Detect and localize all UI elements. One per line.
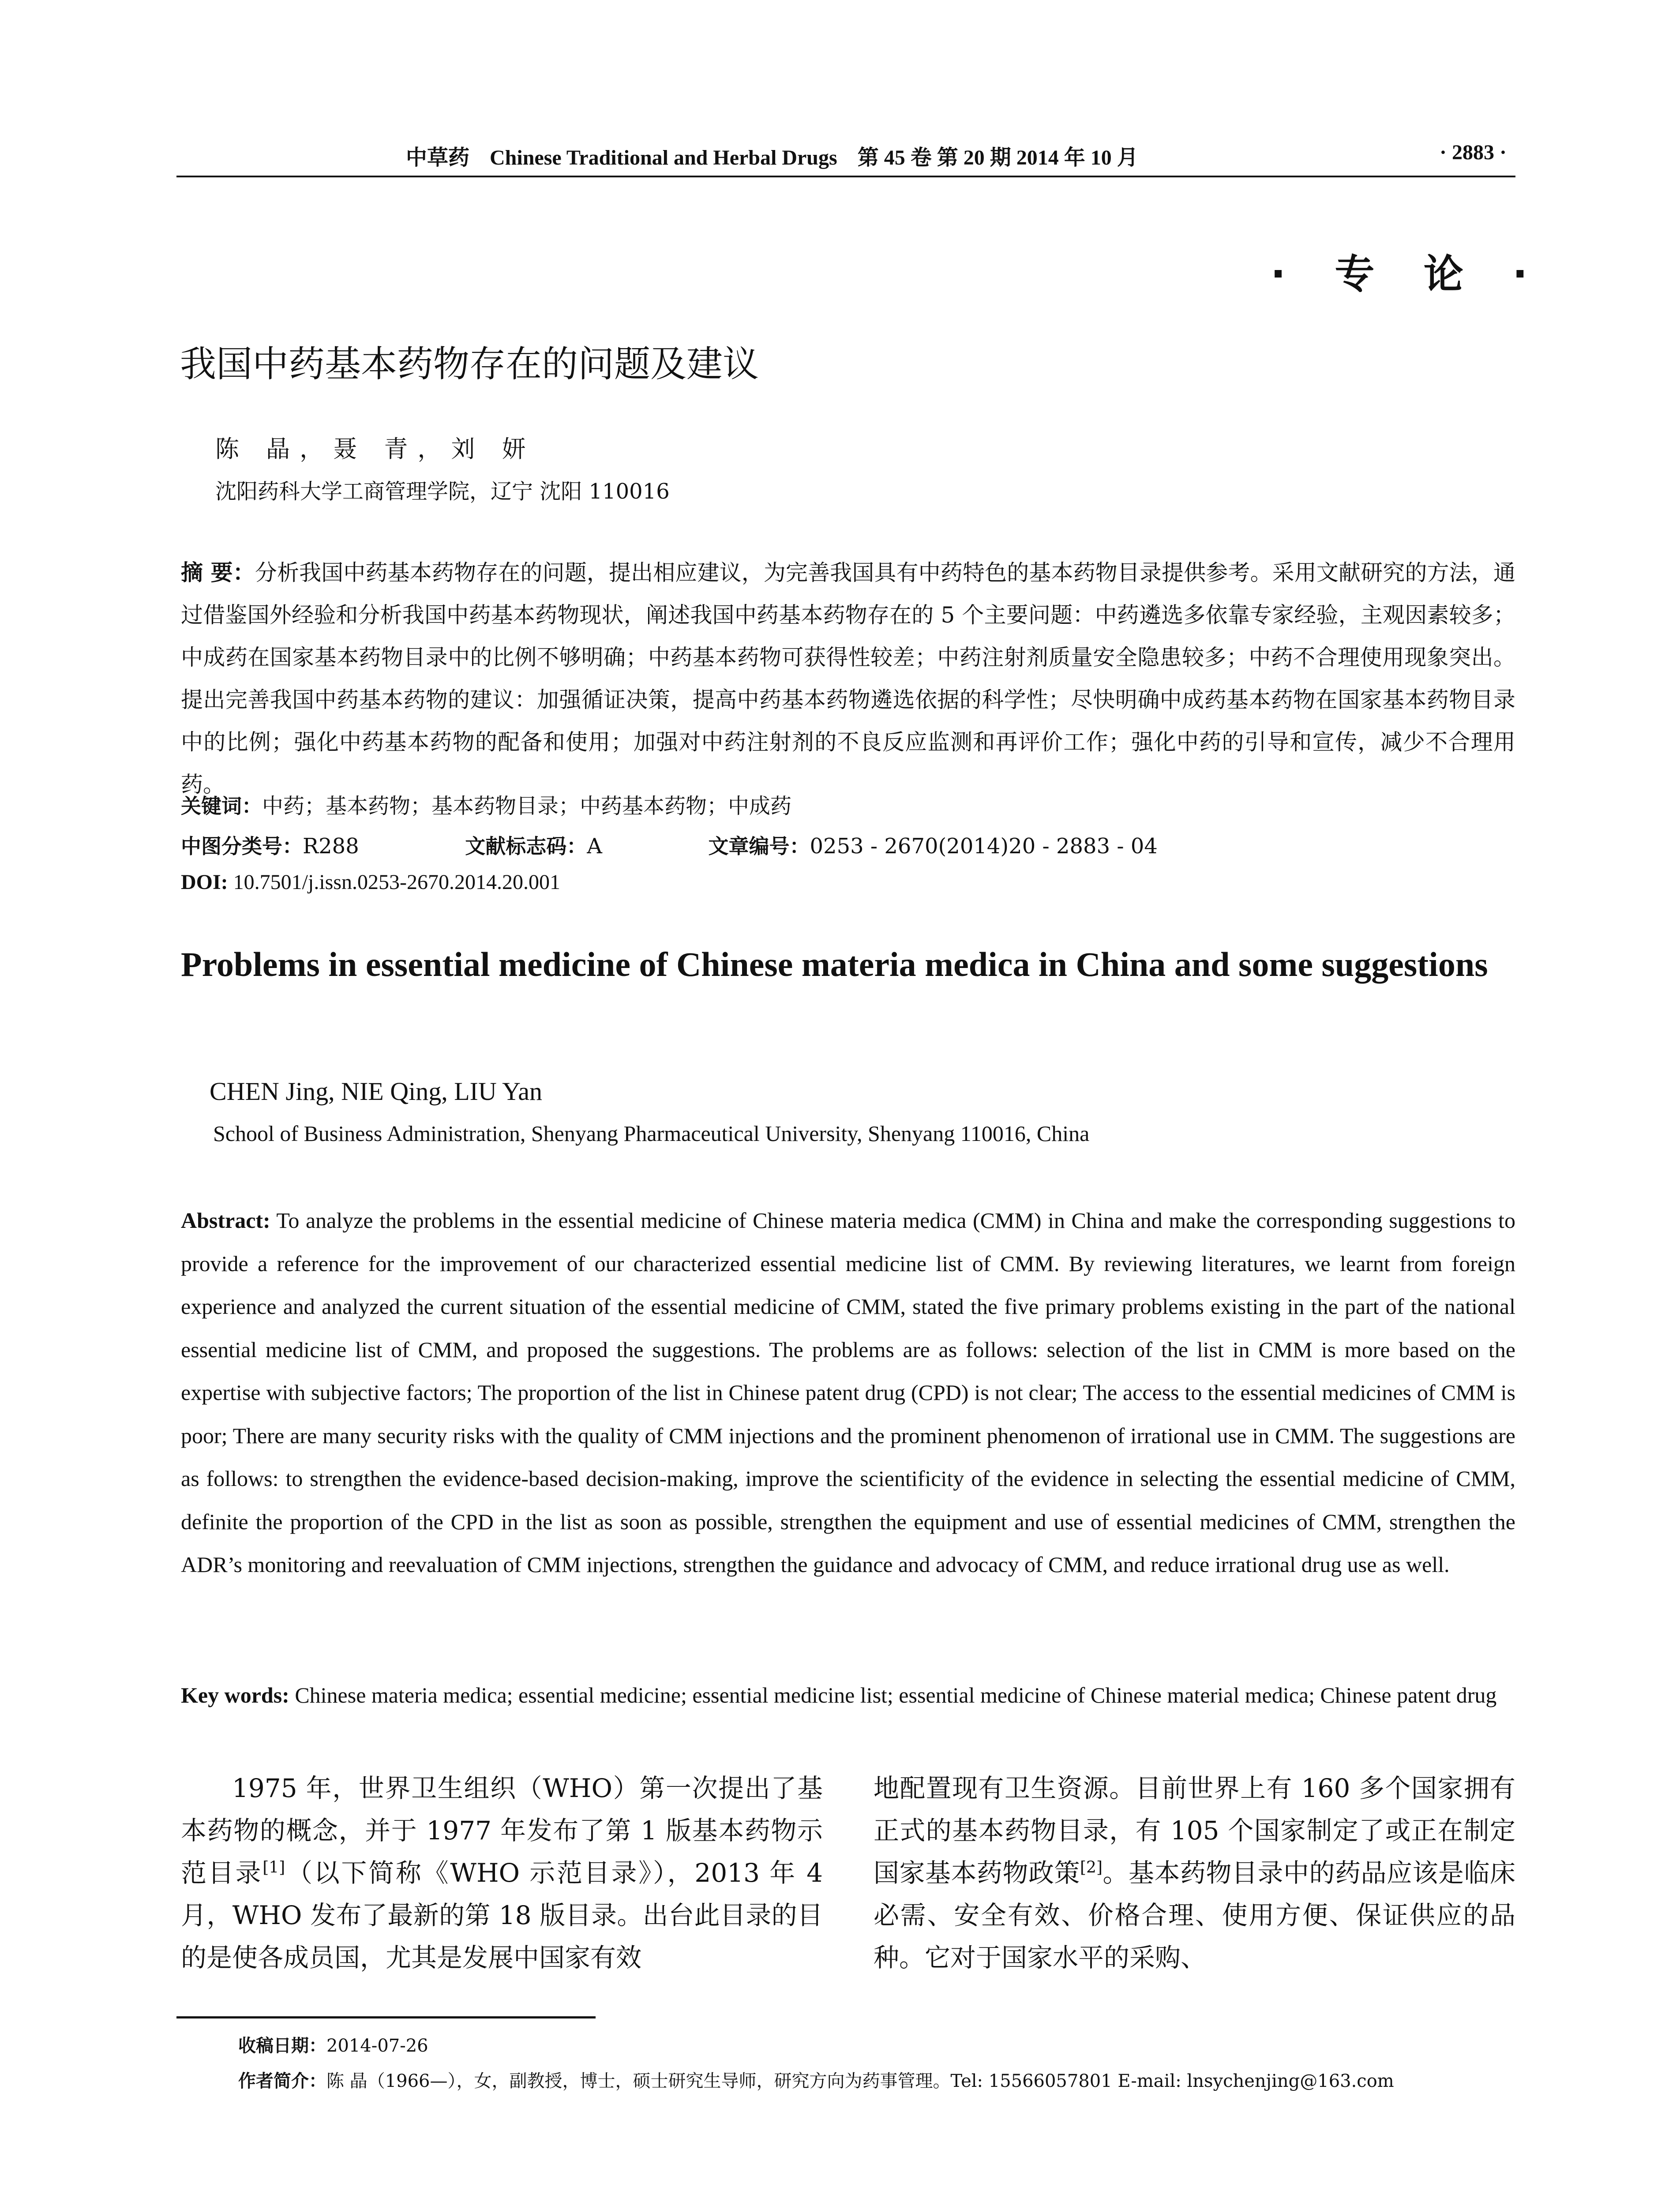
body-column-right xyxy=(874,1767,1515,1979)
classification-line xyxy=(181,830,1158,859)
keywords-label-en: Key words: xyxy=(181,1683,289,1707)
citation-ref-2: [2] xyxy=(1080,1858,1102,1877)
journal-name-en: Chinese Traditional and Herbal Drugs xyxy=(490,146,837,169)
keywords-label-cn: 关键词： xyxy=(181,794,262,818)
abstract-en xyxy=(181,1199,1515,1587)
received-date xyxy=(238,2032,428,2057)
section-tag: · 专 论 · xyxy=(1271,251,1545,297)
clc-label: 中图分类号： xyxy=(181,834,303,858)
abstract-label-en: Abstract: xyxy=(181,1208,270,1233)
keywords-text-en: Chinese materia medica; essential medicine; essential medicine list; essential medicine of Chinese material medica; Chinese patent drug xyxy=(295,1683,1497,1707)
received-label: 收稿日期： xyxy=(238,2036,326,2056)
keywords-en xyxy=(181,1674,1515,1716)
body-right-text-a: 地配置现有卫生资源。目前世界上有 160 多个国家拥有正式的基本药物目录，有 105 个国家制定了或正在制定国家基本药物政策 xyxy=(874,1773,1515,1888)
keywords-cn xyxy=(181,789,791,819)
author-bio-text: 陈 晶（1966—），女，副教授，博士，硕士研究生导师，研究方向为药事管理。Tel: 15566057801 E-mail: lnsychenjing@163.com xyxy=(326,2071,1394,2091)
doc-code-label: 文献标志码： xyxy=(465,834,587,858)
footnote-rule xyxy=(176,2016,596,2018)
doi-label: DOI: xyxy=(181,870,228,894)
running-header xyxy=(176,140,1515,176)
journal-issue-line xyxy=(406,140,1153,171)
doi-line xyxy=(181,870,560,894)
clc-value: R288 xyxy=(303,834,359,859)
abstract-cn xyxy=(181,552,1515,806)
body-left-text-a: 1975 年，世界卫生组织（WHO）第一次提出了基本药物的概念，并于 1977 年发布了第 1 版基本药物示范目录 xyxy=(181,1773,823,1888)
citation-ref-1: [1] xyxy=(262,1858,285,1877)
header-rule xyxy=(176,176,1515,177)
doc-code-value: A xyxy=(587,834,602,859)
article-no-label: 文章编号： xyxy=(708,834,810,858)
affiliation-en: School of Business Administration, Shenyang Pharmaceutical University, Shenyang 110016, China xyxy=(213,1121,1090,1146)
author-bio xyxy=(238,2067,1394,2092)
author-bio-label: 作者简介： xyxy=(238,2071,326,2091)
affiliation-cn: 沈阳药科大学工商管理学院，辽宁 沈阳 110016 xyxy=(215,479,670,504)
authors-cn: 陈 晶，聂 青，刘 妍 xyxy=(215,435,536,463)
authors-en: CHEN Jing, NIE Qing, LIU Yan xyxy=(210,1077,542,1106)
received-value: 2014-07-26 xyxy=(326,2036,428,2056)
body-column-left xyxy=(181,1767,823,1979)
issue-info: 第 45 卷 第 20 期 2014 年 10 月 xyxy=(857,146,1138,169)
body-left-text-b: （以下简称《WHO 示范目录》），2013 年 4 月，WHO 发布了最新的第 18 版目录。出台此目录的目的是使各成员国，尤其是发展中国家有效 xyxy=(181,1858,823,1973)
journal-name-cn: 中草药 xyxy=(406,146,470,169)
article-title-cn: 我国中药基本药物存在的问题及建议 xyxy=(180,343,759,385)
abstract-text-cn: 分析我国中药基本药物存在的问题，提出相应建议，为完善我国具有中药特色的基本药物目录提供参考。采用文献研究的方法，通过借鉴国外经验和分析我国中药基本药物现状，阐述我国中药基本药物存在的 5 个主要问题：中药遴选多依靠专家经验，主观因素较多；中成药在国家基本药物目录中的比例不够明确；中药基本药物可获得性较差；中药注射剂质量安全隐患较多；中药不合理使用现象突出。提出完善我国中药基本药物的建议：加强循证决策，提高中药基本药物遴选依据的科学性；尽快明确中成药基本药物在国家基本药物目录中的比例；强化中药基本药物的配备和使用；加强对中药注射剂的不良反应监测和再评价工作；强化中药的引导和宣传，减少不合理用药。 xyxy=(181,560,1515,797)
keywords-text-cn: 中药；基本药物；基本药物目录；中药基本药物；中成药 xyxy=(262,794,792,818)
body-right-text-b: 。基本药物目录中的药品应该是临床必需、安全有效、价格合理、使用方便、保证供应的品种。它对于国家水平的采购、 xyxy=(874,1858,1515,1973)
article-no-value: 0253 - 2670(2014)20 - 2883 - 04 xyxy=(810,834,1158,859)
doi-value: 10.7501/j.issn.0253-2670.2014.20.001 xyxy=(233,870,561,894)
abstract-text-en: To analyze the problems in the essential medicine of Chinese materia medica (CMM) in China and make the corresponding suggestions to provide a reference for the improvement of our characterized essential medicine list of CMM. By reviewing literatures, we learnt from foreign experience and analyzed the current situation of the essential medicine of CMM, stated the five primary problems existing in the part of the national essential medicine list of CMM, and proposed the suggestions. The problems are as follows: selection of the list in CMM is more based on the expertise with subjective factors; The proportion of the list in Chinese patent drug (CPD) is not clear; The access to the essential medicines of CMM is poor; There are many security risks with the quality of CMM injections and the prominent phenomenon of irrational use in CMM. The suggestions are as follows: to strengthen the evidence-based decision-making, improve the scientificity of the evidence in selecting the essential medicine of CMM, definite the proportion of the CPD in the list as soon as possible, strengthen the equipment and use of essential medicines of CMM, strengthen the ADR’s monitoring and reevaluation of CMM injections, strengthen the guidance and advocacy of CMM, and reduce irrational drug use as well. xyxy=(181,1208,1515,1577)
abstract-label-cn: 摘 要： xyxy=(181,560,255,585)
article-title-en: Problems in essential medicine of Chinese materia medica in China and some suggestions xyxy=(181,945,1488,983)
page-number: · 2883 · xyxy=(1439,141,1507,164)
